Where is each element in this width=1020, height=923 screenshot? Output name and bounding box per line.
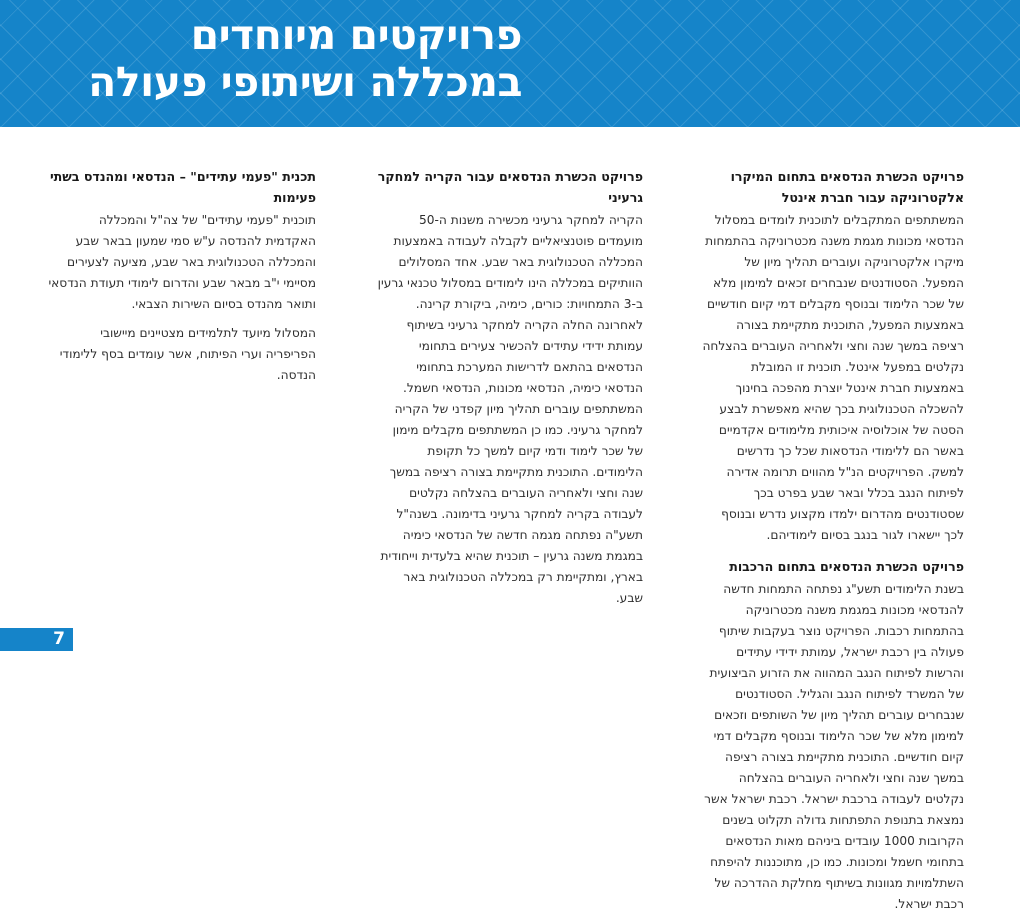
title-line-1: פרויקטים מיוחדים (190, 11, 522, 59)
title-line-2: במכללה ושיתופי פעולה (88, 58, 522, 106)
section-body-nuclear: הקריה למחקר גרעיני מכשירה משנות ה-50 מועמדים פוטנציאליים לקבלה לעבודה באמצעות המכללה הטכנולוגית באר שבע. אחד המסלולים הוותיקים במכללה הינו לימודים במסלול טכנאי גרעין ב-3 התמחויות: כורים, כימיה, ביקורת קרינה. לאחרונה החלה הקריה למחקר גרעיני בשיתוף עמותת ידידי עתידים להכשיר צעירים בתחומי הנדסאים בהתאם לדרישות המערכת בתחומי הנדסאי כימיה, הנדסאי מכונות, הנדסאי חשמל. המשתתפים עוברים תהליך מיון קפדני של הקריה למחקר גרעיני. כמו כן המשתתפים מקבלים מימון של שכר לימוד ודמי קיום למשך כל תקופת הלימודים. התוכנית מתקיימת בצורה רציפה במשך שנה וחצי ולאחריה העוברים בהצלחה נקלטים לעבודה בקריה למחקר גרעיני בדימונה. בשנה"ל תשע"ה נפתחה מגמה חדשה של הנדסאי כימיה במגמת משנה גרעין – תוכנית שהיא בלעדית וייחודית בארץ, ומתקיימת רק במכללה הטכנולוגית באר שבע. (377, 213, 643, 605)
section-body-paamei-atidim-2: המסלול מיועד לתלמידים מצטיינים מיישובי הפריפריה וערי הפיתוח, אשר עומדים בסף ללימודי הנדסה. (59, 326, 316, 382)
page-title (88, 12, 522, 106)
section-body-paamei-atidim: תוכנית "פעמי עתידים" של צה"ל והמכללה האקדמית להנדסה ע"ש סמי שמעון בבאר שבע והמכללה הטכנולוגית באר שבע, מציעה לצעירים מסיימי י"ב מבאר שבע והדרום לימודי תעודת הנדסאי ותואר מהנדס בסיום השירות הצבאי. (48, 213, 316, 311)
section-heading-rail: פרויקט הכשרת הנדסאים בתחום הרכבות (729, 559, 964, 574)
section-heading-paamei-atidim: תכנית "פעמי עתידים" – הנדסאי ומהנדס בשתי פעימות (49, 169, 316, 205)
section-heading-intel: פרויקט הכשרת הנדסאים בתחום המיקרו אלקטרוניקה עבור חברת אינטל (730, 169, 964, 205)
column-left (48, 166, 316, 394)
column-middle (375, 166, 643, 617)
header-banner (0, 0, 1020, 127)
section-body-rail: בשנת הלימודים תשע"ג נפתחה התמחות חדשה להנדסאי מכונות במגמת משנה מכטרוניקה בהתמחות רכבות. הפרויקט נוצר בעקבות שיתוף פעולה בין רכבת ישראל, עמותת ידידי עתידים והרשות לפיתוח הנגב המהווה את הזרוע הביצועית של המשרד לפיתוח הנגב והגליל. הסטודנטים שנבחרים עוברים תהליך מיון של השותפים וזכאים למימון מלא של שכר הלימוד ובנוסף מקבלים דמי קיום חודשיים. התוכנית מתקיימת בצורה רציפה במשך שנה וחצי ולאחריה העוברים בהצלחה נקלטים לעבודה ברכבת ישראל. רכבת ישראל אשר נמצאת בתנופת התפתחות גדולה תקלוט בשנים הקרובות 1000 עובדים ביניהם מאות הנדסאים בתחומי חשמל ומכונות. כמו כן, מתוכננות להיפתח השתלמויות מגוונות בשיתוף מחלקת ההדרכה של רכבת ישראל. (704, 582, 964, 911)
page-number-bar (0, 628, 73, 651)
section-heading-nuclear: פרויקט הכשרת הנדסאים עבור הקריה למחקר גרעיני (377, 169, 643, 205)
section-body-intel: המשתתפים המתקבלים לתוכנית לומדים במסלול הנדסאי מכונות מגמת משנה מכטרוניקה בהתמחות מיקרו אלקטרוניקה ועוברים תהליך מיון של המפעל. הסטודנטים שנבחרים זכאים למימון מלא של שכר הלימוד ובנוסף מקבלים דמי קיום חודשיים באמצעות המפעל, התוכנית מתקיימת בצורה רציפה במשך שנה וחצי ולאחריה העוברים בהצלחה נקלטים במפעל אינטל. תוכנית זו המובלת באמצעות חברת אינטל יוצרת מהפכה בחינוך להשכלה הטכנולוגית בכך שהיא מאפשרת לבצע הסטה של אוכלוסיה איכותית מלימודים אקדמיים באשר הם ללימודי הנדסאות שכל כך נדרשים למשק. הפרויקטים הנ"ל מהווים תרומה אדירה לפיתוח הנגב בכלל ובאר שבע בפרט בכך שסטודנטים מהדרום ילמדו מקצוע נדרש ובנוסף לכך יישארו לגור בנגב בסיום לימודיהם. (702, 213, 964, 542)
page-number: 7 (53, 629, 65, 649)
column-right (702, 166, 964, 923)
